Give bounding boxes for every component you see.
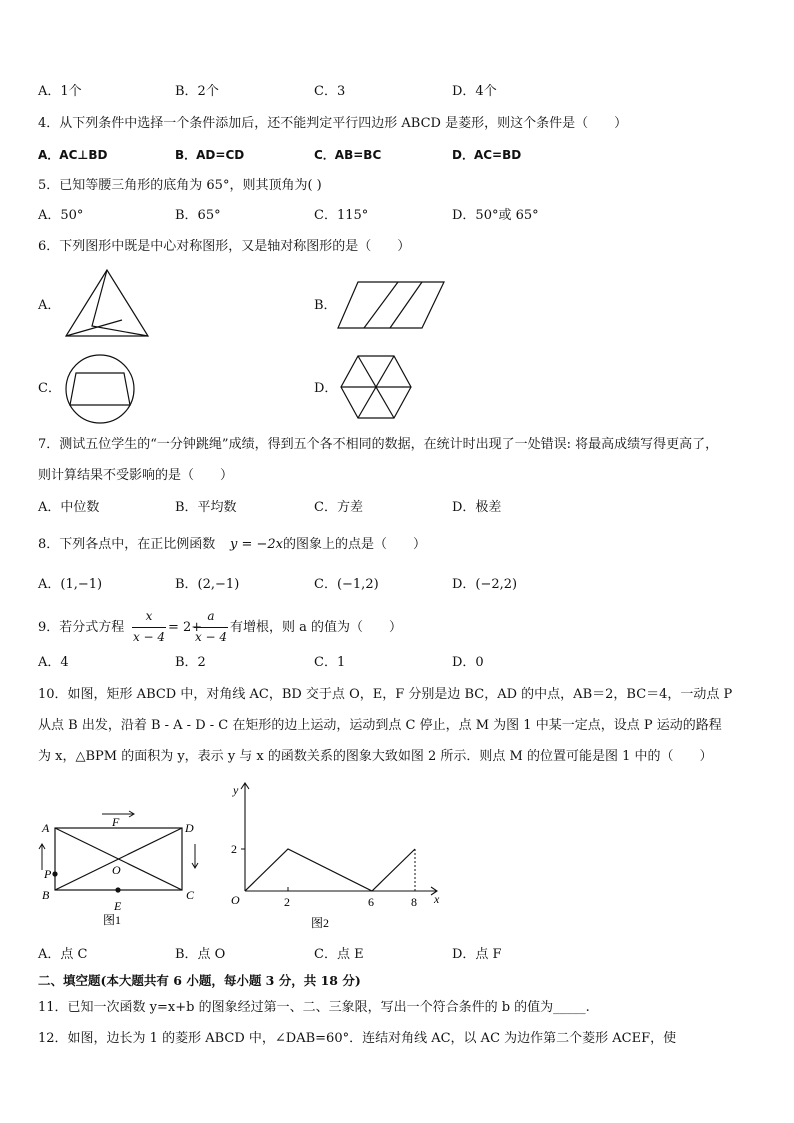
q8-option-c: C．(−1,2)	[314, 577, 379, 592]
q7-stem-line2: 则计算结果不受影响的是（ ）	[38, 468, 234, 483]
q6-label-a: A．	[38, 298, 61, 313]
q3-option-c: C．3	[314, 84, 346, 99]
fig2-caption: 图2	[311, 916, 330, 930]
section-fill-in-title: 二、填空题(本大题共有 6 小题，每小题 3 分，共 18 分)	[38, 973, 361, 988]
q5-option-d: D．50°或 65°	[452, 208, 539, 223]
fig1-label-p: P	[44, 867, 52, 881]
q4-option-b: B．AD=CD	[175, 148, 245, 162]
q6-label-b: B．	[314, 298, 337, 313]
q8-stem-post: 的图象上的点是（ ）	[283, 537, 427, 552]
q6-figure-c-circle-trapezoid	[64, 353, 136, 425]
q7-option-d: D．极差	[452, 500, 502, 515]
q7-stem-line1: 7．测试五位学生的“一分钟跳绳”成绩，得到五个各不相同的数据，在统计时出现了一处错误: 将最高成绩写得更高了，	[38, 437, 719, 452]
fig2-xtick-2: 2	[284, 895, 290, 909]
q9-option-a: A．4	[38, 655, 69, 670]
q9-equals: = 2+	[168, 620, 203, 635]
fig2-xtick-8: 8	[411, 895, 417, 909]
q6-label-d: D．	[314, 381, 338, 396]
q6-stem: 6．下列图形中既是中心对称图形，又是轴对称图形的是（ ）	[38, 239, 411, 254]
fig1-caption: 图1	[103, 913, 122, 927]
q6-label-c: C．	[38, 381, 61, 396]
fig1-label-a: A	[42, 821, 50, 835]
fig2-axis-y: y	[233, 783, 239, 797]
q8-option-a: A．(1,−1)	[38, 577, 103, 592]
q10-option-b: B．点 O	[175, 947, 226, 962]
q9-stem-pre: 9．若分式方程	[38, 620, 125, 635]
q9-frac1-denominator: x − 4	[132, 630, 166, 644]
q12-stem: 12．如图，边长为 1 的菱形 ABCD 中，∠DAB=60°．连结对角线 AC，以 AC 为边作第二个菱形 ACEF，使	[38, 1031, 677, 1046]
q9-frac2-bar	[194, 627, 228, 628]
fig1-label-b: B	[42, 888, 50, 902]
q9-frac2-numerator: a	[207, 609, 215, 623]
fig2-ytick-2: 2	[231, 842, 237, 856]
q9-option-b: B．2	[175, 655, 206, 670]
q8-option-d: D．(−2,2)	[452, 577, 518, 592]
q6-figure-b-parallelogram	[336, 280, 446, 330]
fig1-label-d: D	[185, 821, 194, 835]
fig1-label-e: E	[114, 899, 122, 913]
q5-option-b: B．65°	[175, 208, 221, 223]
q10-figure1-rectangle	[30, 800, 220, 930]
fig2-axis-x: x	[434, 892, 440, 906]
q10-line1: 10．如图，矩形 ABCD 中，对角线 AC，BD 交于点 O，E，F 分别是边 BC，AD 的中点，AB＝2，BC＝4，一动点 P	[38, 687, 733, 702]
q6-figure-d-hexagon	[340, 354, 412, 420]
q7-option-c: C．方差	[314, 500, 363, 515]
q8-stem-pre: 8．下列各点中，在正比例函数	[38, 537, 216, 552]
q9-frac1-bar	[132, 627, 166, 628]
q5-stem: 5．已知等腰三角形的底角为 65°，则其顶角为( )	[38, 178, 322, 193]
q10-line2: 从点 B 出发，沿着 B - A - D - C 在矩形的边上运动，运动到点 C 停止，点 M 为图 1 中某一定点，设点 P 运动的路程	[38, 718, 722, 733]
q3-option-a: A．1个	[38, 84, 82, 99]
q4-stem: 4．从下列条件中选择一个条件添加后，还不能判定平行四边形 ABCD 是菱形，则这个条件是（ ）	[38, 116, 628, 131]
q7-option-a: A．中位数	[38, 500, 100, 515]
q9-option-c: C．1	[314, 655, 346, 670]
fig2-xtick-6: 6	[368, 895, 374, 909]
q4-option-c: C．AB=BC	[314, 148, 382, 162]
q10-figure2-graph	[225, 775, 450, 935]
fig1-label-o: O	[112, 863, 121, 877]
q4-option-a: A．AC⊥BD	[38, 148, 108, 162]
q11-stem: 11．已知一次函数 y=x+b 的图象经过第一、二、三象限，写出一个符合条件的 b 的值为_____.	[38, 1000, 590, 1015]
q5-option-c: C．115°	[314, 208, 369, 223]
q5-option-a: A．50°	[38, 208, 84, 223]
q9-option-d: D．0	[452, 655, 484, 670]
q8-formula: y = −2x	[230, 537, 283, 552]
q9-frac2-denominator: x − 4	[194, 630, 228, 644]
q10-option-c: C．点 E	[314, 947, 364, 962]
fig2-origin: O	[231, 893, 240, 907]
q3-option-b: B．2个	[175, 84, 219, 99]
q10-line3: 为 x，△BPM 的面积为 y，表示 y 与 x 的函数关系的图象大致如图 2 所示．则点 M 的位置可能是图 1 中的（ ）	[38, 749, 713, 764]
q9-stem-post: 有增根，则 a 的值为（ ）	[230, 620, 403, 635]
q7-option-b: B．平均数	[175, 500, 237, 515]
q4-option-d: D．AC=BD	[452, 148, 522, 162]
q8-option-b: B．(2,−1)	[175, 577, 240, 592]
fig1-label-c: C	[186, 888, 195, 902]
q6-figure-a-triangle	[62, 268, 152, 340]
q10-option-a: A．点 C	[38, 947, 88, 962]
q10-option-d: D．点 F	[452, 947, 502, 962]
q9-frac1-numerator: x	[145, 609, 153, 623]
q3-option-d: D．4个	[452, 84, 497, 99]
fig1-label-f: F	[112, 815, 120, 829]
